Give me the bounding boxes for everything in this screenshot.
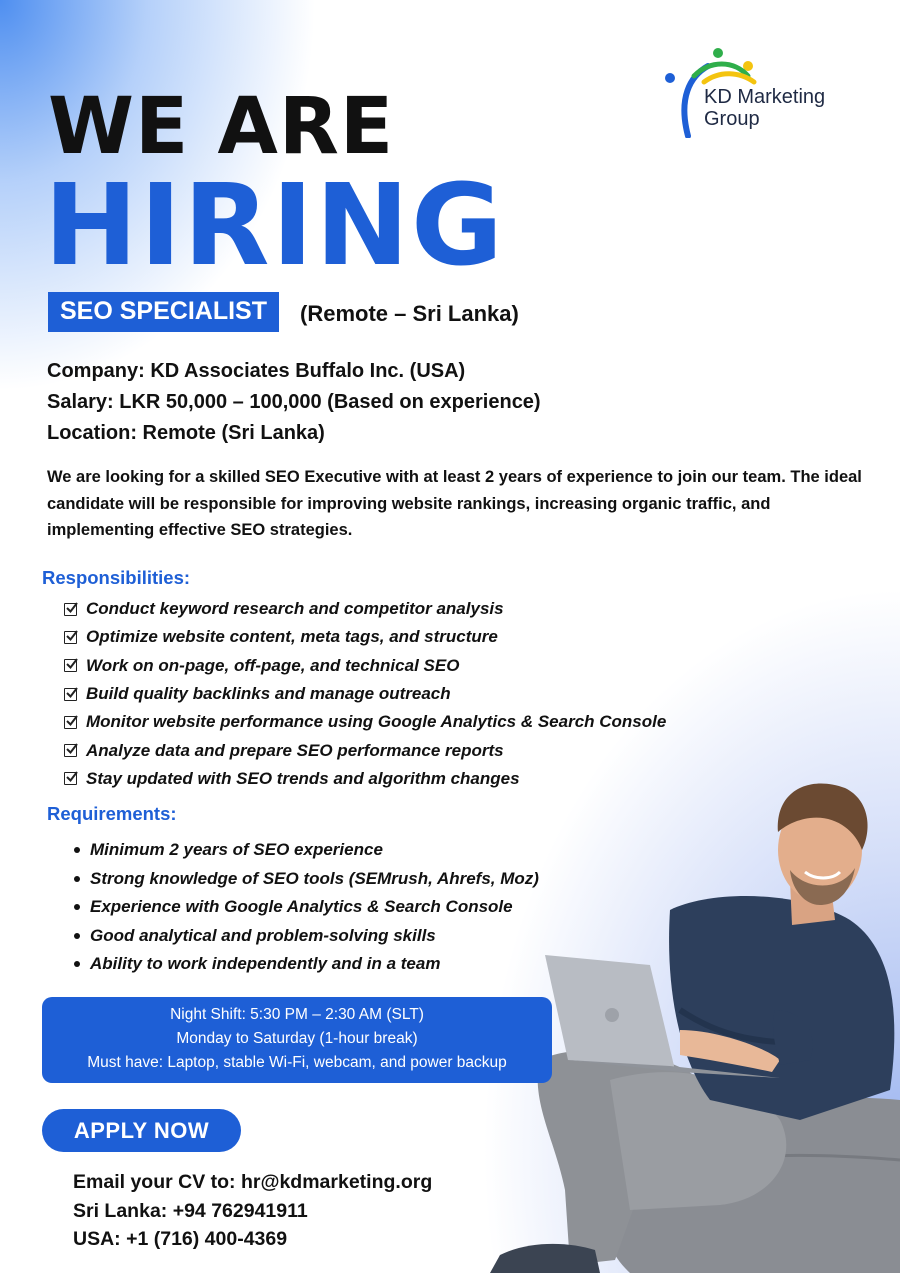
brand-name-line1: KD Marketing [704, 86, 826, 108]
list-item [64, 680, 666, 708]
list-item-text: Strong knowledge of SEO tools (SEMrush, Ahrefs, Moz) [90, 868, 539, 888]
checkbox-icon [64, 688, 77, 701]
headline-hiring: HIRING [44, 161, 505, 291]
checkbox-icon [64, 716, 77, 729]
role-location-suffix: (Remote – Sri Lanka) [300, 301, 519, 326]
headline-we-are: WE ARE [48, 82, 395, 172]
bullet-icon [74, 904, 80, 910]
list-item-text: Analyze data and prepare SEO performance reports [86, 740, 504, 760]
brand-name-line2: Group [704, 108, 760, 130]
company-line: Company: KD Associates Buffalo Inc. (USA) [47, 360, 466, 382]
list-item-text: Ability to work independently and in a team [90, 954, 441, 974]
contact-info [73, 1168, 432, 1254]
job-intro-paragraph: We are looking for a skilled SEO Executive with at least 2 years of experience to join our team. The ideal candidate will be responsible for improving website rankings, increasing organic traffic, and implementing effective SEO strategies. [47, 468, 862, 539]
checkbox-icon [64, 631, 77, 644]
bullet-icon [74, 961, 80, 967]
list-item-text: Good analytical and problem-solving skills [90, 925, 436, 945]
brand-logo-text [704, 86, 825, 130]
list-item-text: Minimum 2 years of SEO experience [90, 840, 383, 860]
list-item [64, 708, 666, 736]
job-facts [47, 356, 541, 449]
checkbox-icon [64, 772, 77, 785]
bullet-icon [74, 933, 80, 939]
shift-requirements-line: Must have: Laptop, stable Wi-Fi, webcam, and power backup [87, 1054, 507, 1071]
bullet-icon [74, 847, 80, 853]
checkbox-icon [64, 659, 77, 672]
requirements-heading: Requirements: [47, 803, 177, 824]
list-item-text: Monitor website performance using Google Analytics & Search Console [86, 712, 667, 732]
role-title-badge: SEO SPECIALIST [48, 292, 279, 332]
list-item-text: Conduct keyword research and competitor analysis [86, 599, 504, 619]
list-item-text: Optimize website content, meta tags, and structure [86, 627, 498, 647]
checkbox-icon [64, 744, 77, 757]
bullet-icon [74, 876, 80, 882]
shift-info-box [42, 997, 552, 1083]
list-item-text: Work on on-page, off-page, and technical SEO [86, 655, 460, 675]
shift-days-line: Monday to Saturday (1-hour break) [176, 1030, 418, 1047]
contact-phone-sri-lanka: Sri Lanka: +94 762941911 [73, 1199, 308, 1222]
contact-email: Email your CV to: hr@kdmarketing.org [73, 1171, 433, 1193]
list-item-text: Stay updated with SEO trends and algorithm changes [86, 768, 520, 788]
salary-line: Salary: LKR 50,000 – 100,000 (Based on experience) [47, 391, 541, 413]
list-item-text: Experience with Google Analytics & Search Console [90, 897, 513, 917]
list-item [64, 595, 666, 623]
list-item [64, 623, 666, 651]
list-item-text: Build quality backlinks and manage outreach [86, 684, 451, 704]
checkbox-icon [64, 603, 77, 616]
apply-now-button[interactable]: APPLY NOW [42, 1109, 241, 1152]
list-item [64, 652, 666, 680]
contact-phone-usa: USA: +1 (716) 400-4369 [73, 1228, 288, 1250]
shift-hours-line: Night Shift: 5:30 PM – 2:30 AM (SLT) [170, 1006, 424, 1023]
location-line: Location: Remote (Sri Lanka) [47, 422, 325, 444]
responsibilities-heading: Responsibilities: [42, 567, 191, 588]
